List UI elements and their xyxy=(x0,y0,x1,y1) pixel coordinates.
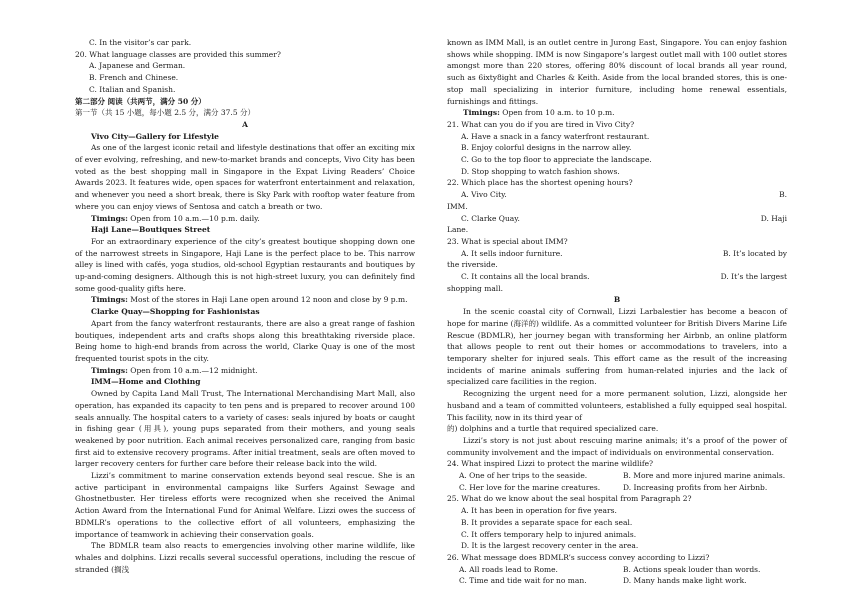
q26-option-b: B. Actions speak louder than words. xyxy=(623,564,761,574)
q23-row-cd xyxy=(447,271,787,283)
q20-question: 20. What language classes are provided this summer? xyxy=(75,49,281,59)
q20-option-a: A. Japanese and German. xyxy=(89,61,186,71)
vivo-city-timings xyxy=(75,213,415,225)
q22-row-ab xyxy=(447,189,787,201)
q26-option-c: C. Time and tide wait for no man. xyxy=(459,576,587,586)
section-one-heading: 第一节（共 15 小题，每小题 2.5 分，满分 37.5 分） xyxy=(75,108,255,118)
q25-question: 25. What do we know about the seal hospital from Paragraph 2? xyxy=(447,494,692,504)
q20-option-b: B. French and Chinese. xyxy=(89,73,179,83)
passage-a-label: A xyxy=(242,119,248,129)
q23-option-b-wrap: the riverside. xyxy=(447,260,498,270)
q22-option-b-wrap: IMM. xyxy=(447,201,468,211)
imm-timings xyxy=(447,107,787,119)
passage-b-label: B xyxy=(613,295,621,305)
q23-option-a: A. It sells indoor furniture. xyxy=(461,248,563,258)
lizzi-commitment-paragraph: Lizzi’s commitment to marine conservation extends beyond seal rescue. She is an active participant in environmental campaigns like Surfers Against Sewage and Ghostnetbuster. Her tireless efforts were recognized when she received the Animal Action Award from the International Fund for Animal Welfare. Lizzi owes the success of BDMLR’s operations to the collective effort of all volunteers, emphasizing the importance of teamwork in achieving their conservation goals. xyxy=(75,471,415,539)
q25-option-c: C. It offers temporary help to injured animals. xyxy=(461,529,637,539)
q20-option-c: C. Italian and Spanish. xyxy=(89,84,176,94)
q24-option-b: B. More and more injured marine animals. xyxy=(623,471,786,481)
q24-question: 24. What inspired Lizzi to protect the marine wildlife? xyxy=(447,459,654,469)
q23-option-c: C. It contains all the local brands. xyxy=(461,272,590,282)
timings-label: Timings: xyxy=(91,365,128,375)
clarke-quay-timings xyxy=(75,365,415,377)
left-column xyxy=(75,0,415,575)
q21-question: 21. What can you do if you are tired in Vivo City? xyxy=(447,119,635,129)
clarke-quay-paragraph: Apart from the fancy waterfront restaurants, there are also a great range of fashion boutiques, independent arts and crafts shops along this breathtaking riverside place. Being home to high-end brands from across the world, Clarke Quay is one of the most frequented tourist spots in the city. xyxy=(75,318,415,363)
q22-option-d: D. Haji xyxy=(760,213,787,223)
timings-value: Open from 10 a.m.—12 midnight. xyxy=(127,365,258,375)
q22-option-b: B. xyxy=(779,190,787,200)
q21-option-c: C. Go to the top floor to appreciate the landscape. xyxy=(461,155,652,165)
q23-option-d: D. It’s the largest xyxy=(720,272,787,282)
q23-option-d-wrap: shopping mall. xyxy=(447,283,503,293)
q24-option-a: A. One of her trips to the seaside. xyxy=(459,471,588,481)
right-column xyxy=(447,0,787,587)
q22-option-c: C. Clarke Quay. xyxy=(461,213,520,223)
q22-option-d-wrap: Lane. xyxy=(447,225,469,235)
imm-paragraph: Owned by Capita Land Mall Trust, The International Merchandising Mart Mall, also operation, has expanded its capacity to ten pens and is prepared to recover around 100 seals annually. The hospital caters to a variety of cases: seals injured by boats or caught in fishing gear (用具), young pups separated from their mothers, and young seals weakened by poor nutrition. Each animal receives personalized care, ranging from basic first aid to extensive recovery programs. After initial treatment, seals are often moved to larger recovery centers for further care before their release back into the wild. xyxy=(75,389,415,469)
q22-option-a: A. Vivo City. xyxy=(461,190,507,200)
timings-label: Timings: xyxy=(91,295,128,305)
passage-b-paragraph-3: Lizzi’s story is not just about rescuing marine animals; it’s a proof of the power of community involvement and the impact of individuals on environmental conservation. xyxy=(447,435,787,457)
passage-b-paragraph-2: Recognizing the urgent need for a more permanent solution, Lizzi, alongside her husband and a team of committed volunteers, established a fully equipped seal hospital. This facility, now in its third year of xyxy=(447,389,787,422)
part-two-heading: 第二部分 阅读（共两节，满分 50 分） xyxy=(75,96,206,106)
passage-b-paragraph-2-continued: 的) dolphins and a turtle that required specialized care. xyxy=(447,424,659,434)
passage-b-paragraph-1: In the scenic coastal city of Cornwall, Lizzi Larbalestier has become a beacon of hope for marine (海洋的) wildlife. As a committed volunteer for British Divers Marine Life Rescue (BDMLR), her journey began with transforming her Airbnb, an online platform that allows people to rent out their homes or accommodations to travelers, into a temporary shelter for injured seals. This effort came as the result of the increasing incidents of marine animals suffering from human-related injuries and the lack of specialized care facilities in the region. xyxy=(447,307,787,387)
q23-question: 23. What is special about IMM? xyxy=(447,236,568,246)
q21-option-d: D. Stop shopping to watch fashion shows. xyxy=(461,166,620,176)
q22-row-cd xyxy=(447,213,787,225)
timings-value: Most of the stores in Haji Lane open around 12 noon and close by 9 p.m. xyxy=(127,295,408,305)
haji-lane-title: Haji Lane—Boutiques Street xyxy=(91,225,211,235)
q21-option-b: B. Enjoy colorful designs in the narrow alley. xyxy=(461,143,632,153)
q26-question: 26. What message does BDMLR’s success convey according to Lizzi? xyxy=(447,552,710,562)
q26-option-a: A. All roads lead to Rome. xyxy=(459,564,558,574)
q24-row-ab xyxy=(447,470,787,482)
q25-option-a: A. It has been in operation for five years. xyxy=(461,506,617,516)
q23-row-ab xyxy=(447,248,787,260)
q19-option-c: C. In the visitor’s car park. xyxy=(89,38,192,47)
q26-option-d: D. Many hands make light work. xyxy=(623,576,747,586)
q26-row-cd xyxy=(447,575,787,587)
timings-label: Timings: xyxy=(91,213,128,223)
clarke-quay-title: Clarke Quay—Shopping for Fashionistas xyxy=(91,307,260,317)
imm-paragraph-continued: known as IMM Mall, is an outlet centre in Jurong East, Singapore. You can enjoy fashion shows while shopping. IMM is now Singapore’s largest outlet mall with 100 outlet stores amongst more than 220 stores, offering 80% discount of local brands all year round, such as 6ixty8ight and Charles & Keith. Aside from the local branded stores, this is one-stop mall specializing in interior furniture, including home renewal essentials, furnishings and fittings. xyxy=(447,38,787,106)
vivo-city-title: Vivo City—Gallery for Lifestyle xyxy=(91,131,219,141)
q25-option-b: B. It provides a separate space for each seal. xyxy=(461,517,633,527)
q26-row-ab xyxy=(447,564,787,576)
q24-option-d: D. Increasing profits from her Airbnb. xyxy=(623,482,768,492)
bdmlr-emergencies-paragraph: The BDMLR team also reacts to emergencies involving other marine wildlife, like whales and dolphins. Lizzi recalls several successful operations, including the rescue of stranded (搁浅 xyxy=(75,541,415,574)
q21-option-a: A. Have a snack in a fancy waterfront restaurant. xyxy=(461,131,650,141)
q22-question: 22. Which place has the shortest opening hours? xyxy=(447,178,633,188)
timings-value: Open from 10 a.m.—10 p.m. daily. xyxy=(127,213,260,223)
imm-title: IMM—Home and Clothing xyxy=(91,377,201,387)
q23-option-b: B. It’s located by xyxy=(722,248,787,258)
q25-option-d: D. It is the largest recovery center in the area. xyxy=(461,541,639,551)
haji-lane-timings xyxy=(75,294,415,306)
haji-lane-paragraph: For an extraordinary experience of the city’s greatest boutique shopping down one of the narrowest streets in Singapore, Haji Lane is the perfect place to be. This narrow alley is lined with cafés, yoga studios, old-school Egyptian restaurants and boutiques by up-and-coming designers. Although this is not high-street luxury, you can definitely find some good-quality gifts here. xyxy=(75,236,415,293)
vivo-city-paragraph: As one of the largest iconic retail and lifestyle destinations that offer an exciting mix of ever evolving, refreshing, and new-to-market brands and concepts, Vivo City has been voted as the best shopping mall in Singapore in the Expat Living Readers’ Choice Awards 2023. It features wide, open spaces for waterfront entertainment and relaxation, and whenever you need a short break, there is Sky Park with rooftop water feature from where you can enjoy views of Sentosa and catch a breath or two. xyxy=(75,143,415,211)
q24-row-cd xyxy=(447,482,787,494)
q24-option-c: C. Her love for the marine creatures. xyxy=(459,482,601,492)
timings-label: Timings: xyxy=(463,108,500,118)
timings-value: Open from 10 a.m. to 10 p.m. xyxy=(499,108,615,118)
